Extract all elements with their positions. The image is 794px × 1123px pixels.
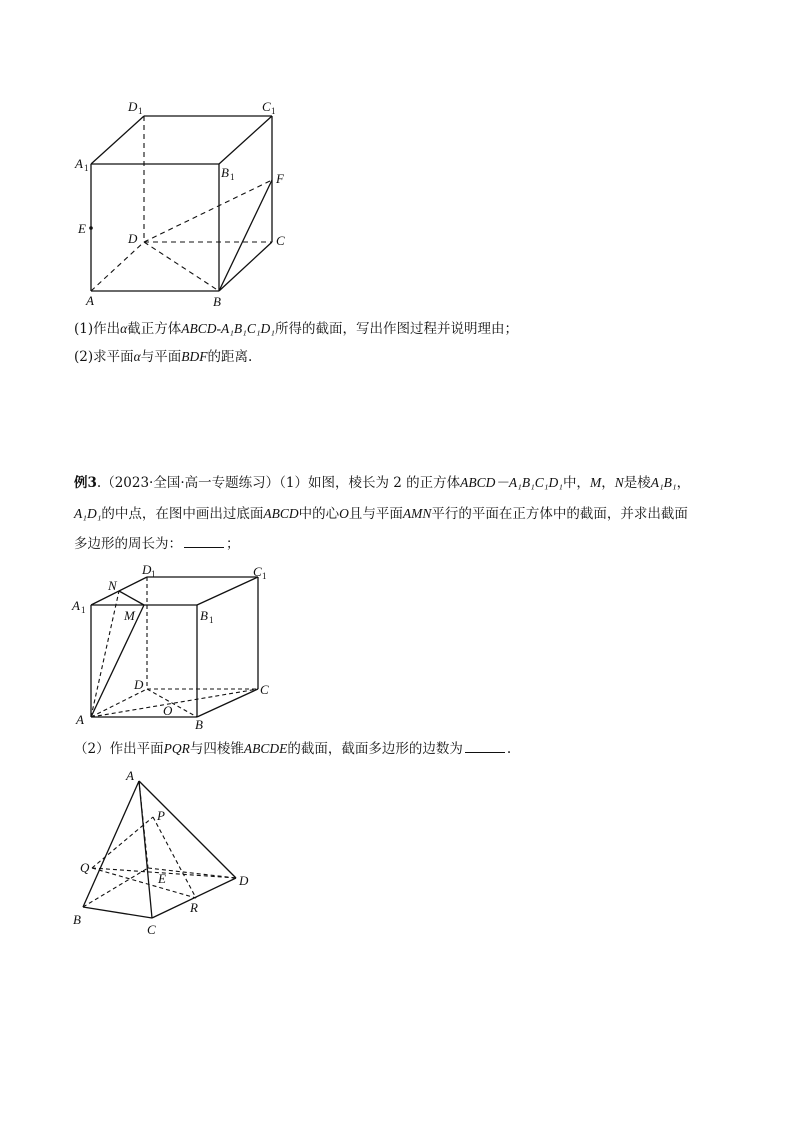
- label-N: N: [108, 578, 117, 593]
- label-M: M: [124, 608, 135, 623]
- label-O: O: [163, 703, 173, 718]
- question-2-1: (1)作出α截正方体ABCD-A₁B₁C₁D₁所得的截面，写出作图过程并说明理由；: [74, 321, 518, 337]
- hidden-edge-B-E: [83, 868, 148, 907]
- label-C: C: [276, 233, 285, 248]
- edge-B-C: [83, 907, 152, 918]
- example-3-line-1: 例3.（2023·全国·高一专题练习）（1）如图，棱长为 2 的正方体ABCD－A₁B₁C₁D₁中，M，N是棱A₁B₁，: [74, 475, 691, 491]
- label-B: B: [195, 717, 203, 732]
- label-A: A: [86, 293, 94, 308]
- svg-text:1: 1: [209, 615, 214, 625]
- label-Q: Q: [80, 860, 90, 875]
- example-3-question-2: （2）作出平面PQR与四棱锥ABCDE的截面，截面多边形的边数为 .: [74, 741, 512, 757]
- label-F: F: [276, 171, 284, 186]
- svg-text:1: 1: [262, 571, 267, 581]
- label-D1: D: [128, 99, 138, 114]
- label-R: R: [190, 900, 198, 915]
- label-B: B: [73, 912, 81, 927]
- svg-text:1: 1: [138, 106, 143, 116]
- label-C: C: [147, 922, 156, 937]
- edge-A-D: [139, 781, 236, 878]
- label-B1: B: [221, 165, 229, 180]
- label-D1: D: [142, 562, 152, 577]
- svg-text:1: 1: [84, 163, 89, 173]
- label-B1: B: [200, 608, 208, 623]
- label-A: A: [76, 712, 84, 727]
- svg-text:1: 1: [230, 172, 235, 182]
- label-E: E: [78, 221, 86, 236]
- label-P: P: [157, 808, 165, 823]
- svg-text:1: 1: [81, 605, 86, 615]
- svg-text:1: 1: [151, 569, 156, 579]
- svg-text:1: 1: [271, 106, 276, 116]
- label-E: E: [158, 871, 166, 886]
- edge-A-C: [139, 781, 152, 918]
- example-3-line-2: A₁D₁的中点，在图中画出过底面ABCD中的心O且与平面AMN平行的平面在正方体中的截面，并求出截面: [74, 506, 688, 522]
- example-3-line-3: 多边形的周长为： ；: [74, 536, 240, 552]
- example-tag: 例3: [74, 475, 97, 491]
- label-A1: A: [72, 598, 80, 613]
- label-A1: A: [75, 156, 83, 171]
- edge-A-B: [83, 781, 139, 907]
- label-C1: C: [253, 564, 262, 579]
- hidden-segment-Q-R: [92, 868, 196, 898]
- label-D: D: [239, 873, 249, 888]
- label-D: D: [128, 231, 138, 246]
- label-A: A: [126, 768, 134, 783]
- label-C: C: [260, 682, 269, 697]
- label-D: D: [134, 677, 144, 692]
- question-2-2: (2)求平面α与平面BDF的距离.: [74, 349, 253, 365]
- label-C1: C: [262, 99, 271, 114]
- label-B: B: [213, 294, 221, 309]
